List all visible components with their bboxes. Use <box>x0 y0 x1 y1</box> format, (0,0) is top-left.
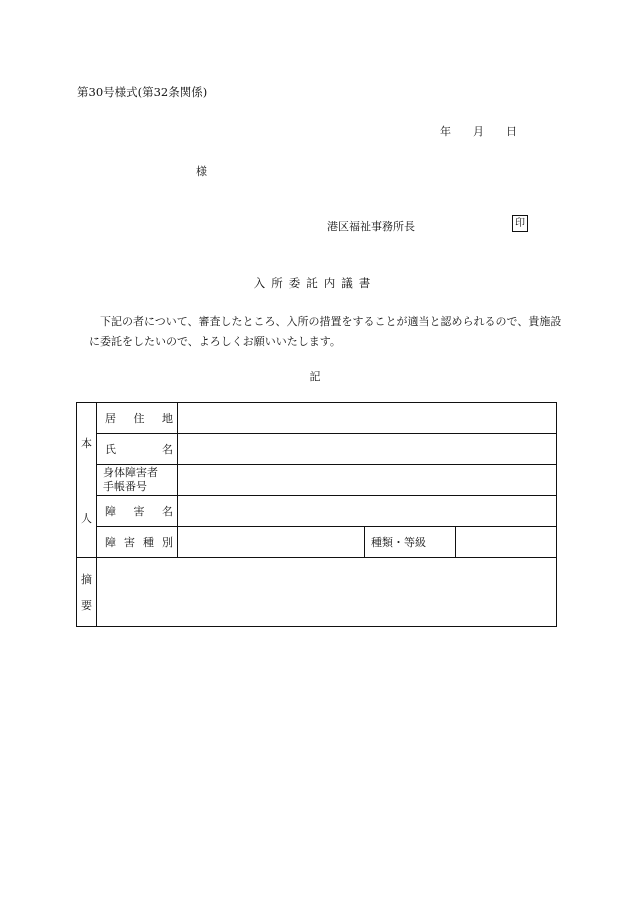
handbook-label: 身体障害者 手帳番号 <box>97 465 178 496</box>
person-label-1: 本 <box>81 436 92 450</box>
row-handbook <box>77 465 557 496</box>
disability-type-label: 障 害 種 別 <box>97 527 178 558</box>
remarks-value[interactable] <box>97 558 557 627</box>
disability-type-value[interactable] <box>178 527 365 558</box>
remarks-label-2: 要 <box>81 599 92 612</box>
date-day: 日 <box>506 125 517 138</box>
remarks-label-cell <box>77 558 97 627</box>
body-text <box>89 312 569 352</box>
disability-name-value[interactable] <box>178 496 557 527</box>
date-month: 月 <box>473 125 484 138</box>
disability-name-label: 障 害 名 <box>97 496 178 527</box>
person-label-2: 人 <box>81 511 92 525</box>
handbook-value[interactable] <box>178 465 557 496</box>
row-disability-name <box>77 496 557 527</box>
document-title: 入所委託内議書 <box>253 276 377 290</box>
remarks-label-1: 摘 <box>81 573 92 586</box>
ki-heading: 記 <box>309 370 321 383</box>
residence-label: 居 住 地 <box>97 403 178 434</box>
row-name <box>77 434 557 465</box>
addressee-suffix: 様 <box>196 165 207 178</box>
form-number: 第30号様式(第32条関係) <box>77 85 208 99</box>
date-year: 年 <box>440 125 451 138</box>
details-table <box>76 402 557 627</box>
body-text-content: 下記の者について、審査したところ、入所の措置をすることが適当と認められるので、貴施設に委託をしたいので、よろしくお願いいたします。 <box>89 315 562 348</box>
date-line <box>440 123 517 139</box>
name-value[interactable] <box>178 434 557 465</box>
person-label-cell <box>77 403 97 558</box>
sender-title: 港区福祉事務所長 <box>327 220 415 233</box>
residence-value[interactable] <box>178 403 557 434</box>
row-remarks <box>77 558 557 627</box>
row-residence <box>77 403 557 434</box>
grade-label: 種類・等級 <box>365 527 456 558</box>
row-disability-type <box>77 527 557 558</box>
grade-value[interactable] <box>456 527 557 558</box>
seal-mark: 印 <box>512 215 528 232</box>
name-label: 氏 名 <box>97 434 178 465</box>
